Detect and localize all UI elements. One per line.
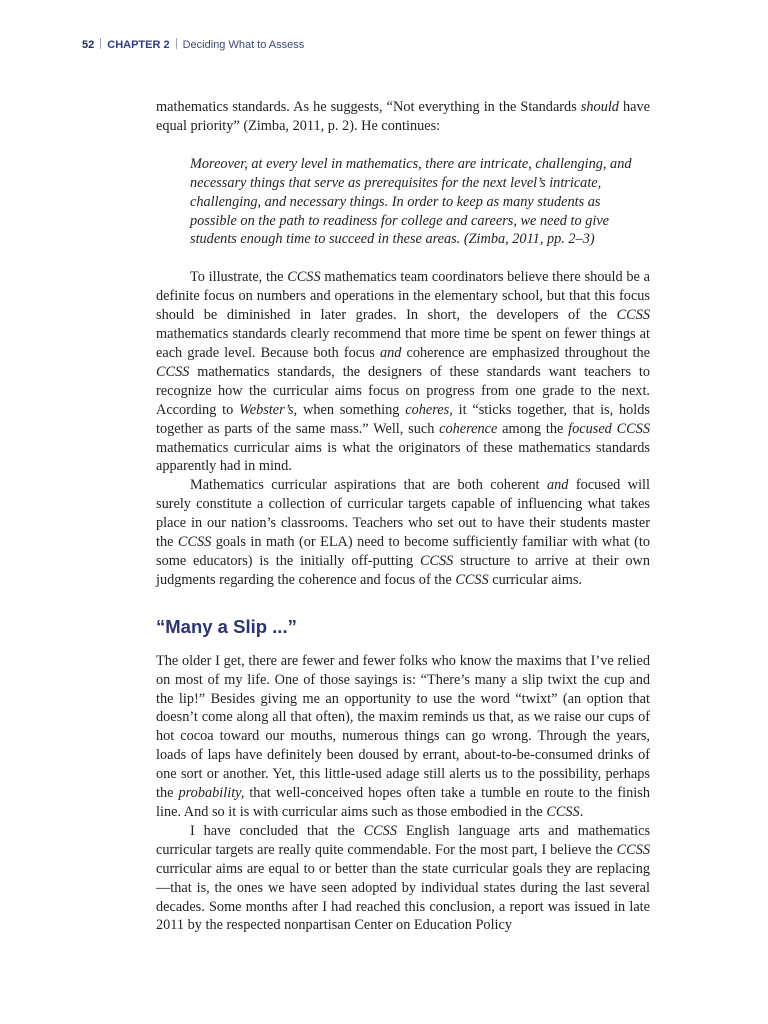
paragraph-3 [156,476,650,589]
emphasis: and [379,344,402,361]
paragraph-1 [156,98,650,136]
emphasis: coheres, [405,401,453,418]
text-run: . [579,804,584,820]
emphasis: focused CCSS [568,420,650,437]
section-heading: “Many a Slip ...” [156,615,297,637]
text-run: curricular aims are equal to or better than the state curricular goals they are replacing—that is, the ones we have seen adopted by individual states during the last several decades. Some months after I had reached this conclusion, a report was issued in late 2011 by the respected nonpartisan Center on Education Policy [156,860,650,934]
text-run: English language arts and mathematics curricular targets are really quite commendable. For the most part, I believe the [156,822,651,858]
emphasis: coherence [439,420,498,437]
text-run: I have concluded that the [190,822,364,839]
text-run: focused will surely constitute a collection of curricular targets capable of influencing what takes place in our nation’s classrooms. Teachers who set out to have their students master the [156,477,651,551]
text-run: mathematics standards clearly recommend that more time be spent on fewer things at each grade level. Because both focus [156,326,650,361]
emphasis: probability, [178,785,245,802]
text-run: goals in math (or ELA) need to become sufficiently familiar with what (to some educators) is the initially off-putting [156,534,650,569]
text-run: mathematics curricular aims is what the originators of these mathematics standards apparently had in mind. [156,439,650,475]
page-body [156,98,650,935]
text-run: The older I get, there are fewer and fewer folks who know the maxims that I’ve relied on most of my life. One of those sayings is: “There’s many a slip twixt the cup and the lip!” Besides giving me an opportunity to use the word “twixt” (an option that doesn’t come along all that often), the maxim reminds us that, as we raise our cups of hot cocoa toward our mouths, numerous things can go wrong. Through the years, loads of laps have definitely been doused by errant, about-to-be-consumed drinks of one sort or another. Yet, this little-used adage still alerts us to the possibility, perhaps the [156,652,650,802]
text-run: have equal priority” (Zimba, 2011, p. 2). He continues: [156,99,651,134]
emphasis: CCSS [156,363,190,380]
text-run: mathematics team coordinators believe there should be a definite focus on numbers and operations in the elementary school, but that this focus should be diminished in later grades. In short, the developers of the [156,269,651,324]
header-divider [176,38,177,49]
emphasis: CCSS [177,534,212,551]
emphasis: CCSS [455,571,489,588]
paragraph-4 [156,652,650,822]
emphasis: CCSS [419,552,454,569]
text-run: among the [497,420,569,437]
paragraph-5 [156,822,650,935]
text-run: coherence are emphasized throughout the [401,344,650,361]
paragraph-2 [156,268,650,476]
text-run: mathematics standards. As he suggests, “Not everything in the Standards [156,99,581,115]
section-title: Deciding What to Assess [182,39,305,51]
emphasis: CCSS [616,307,650,324]
emphasis: CCSS [287,269,321,286]
emphasis: and [546,477,569,494]
running-header [82,38,304,51]
text-run: structure to arrive at their own judgments regarding the coherence and focus of the [156,552,651,588]
emphasis: CCSS [616,841,650,858]
emphasis: Webster’s, [239,401,298,418]
emphasis: CCSS [363,822,397,839]
chapter-label: CHAPTER 2 [107,39,170,51]
emphasis: should [580,99,619,115]
page-number: 52 [82,39,95,51]
text-run: when something [297,401,406,418]
text-run: that well-conceived hopes often take a tumble en route to the finish line. And so it is with curricular aims such as those embodied in the [156,785,650,820]
text-run: Mathematics curricular aspirations that are both coherent [190,477,547,494]
text-run: it “sticks together, that is, holds together as parts of the same mass.” Well, such [156,401,650,437]
text-run: mathematics standards, the designers of these standards want teachers to recognize how the curricular aims focus on progress from one grade to the next. According to [156,363,650,418]
block-quote: Moreover, at every level in mathematics, there are intricate, challenging, and necessary things that serve as prerequisites for the next level’s intricate, challenging, and necessary things. In order to keep as many students as possible on the path to readiness for college and careers, we need to give students enough time to succeed in these areas. (Zimba, 2011, pp. 2–3) [190,155,632,248]
text-run: curricular aims. [488,571,582,588]
emphasis: CCSS [546,804,580,820]
header-divider [100,38,101,49]
text-run: To illustrate, the [190,269,288,286]
